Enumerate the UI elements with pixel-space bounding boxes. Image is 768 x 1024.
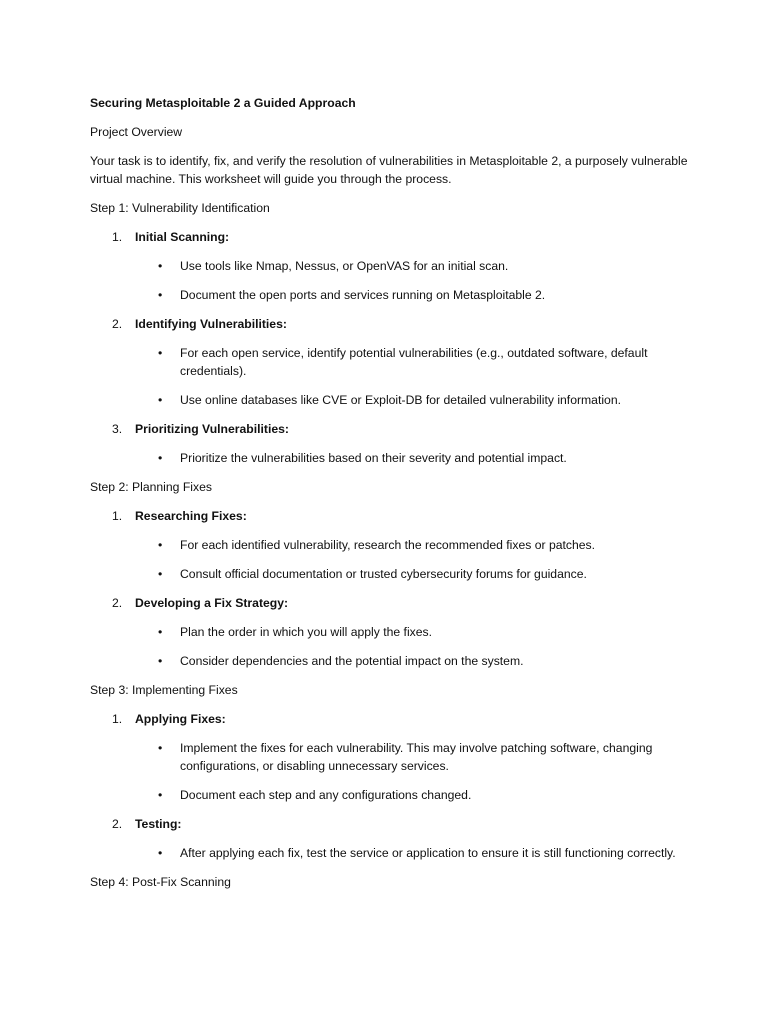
bullet-item [90, 652, 690, 670]
bullet-text: Consult official documentation or trusted cybersecurity forums for guidance. [180, 567, 587, 581]
bullet-item [90, 344, 690, 380]
item-label: Developing a Fix Strategy: [135, 596, 289, 610]
item-label: Prioritizing Vulnerabilities: [135, 422, 289, 436]
item-number: 1. [112, 230, 123, 244]
item-label: Testing: [135, 817, 182, 831]
numbered-item [90, 815, 690, 833]
item-label: Researching Fixes: [135, 509, 247, 523]
bullet-text: Document the open ports and services running on Metasploitable 2. [180, 288, 546, 302]
bullet-icon: • [158, 567, 163, 581]
bullet-item [90, 739, 690, 775]
item-label: Initial Scanning: [135, 230, 230, 244]
bullet-icon: • [158, 393, 163, 407]
bullet-text: Consider dependencies and the potential impact on the system. [180, 654, 524, 668]
bullet-icon: • [158, 288, 163, 302]
item-label: Identifying Vulnerabilities: [135, 317, 287, 331]
step-heading: Step 2: Planning Fixes [90, 480, 212, 494]
bullet-icon: • [158, 538, 163, 552]
numbered-item [90, 315, 690, 333]
bullet-icon: • [158, 788, 163, 802]
overview-heading: Project Overview [90, 125, 183, 139]
item-number: 2. [112, 817, 123, 831]
bullet-text: For each open service, identify potential vulnerabilities (e.g., outdated software, default credentials). [180, 346, 648, 378]
bullet-list [90, 739, 690, 804]
item-number: 2. [112, 596, 123, 610]
bullet-item [90, 786, 690, 804]
bullet-icon: • [158, 741, 163, 755]
bullet-list [90, 449, 690, 467]
bullet-icon: • [158, 846, 163, 860]
bullet-icon: • [158, 625, 163, 639]
item-number: 3. [112, 422, 123, 436]
item-number: 1. [112, 509, 123, 523]
bullet-list [90, 844, 690, 862]
bullet-text: Plan the order in which you will apply the fixes. [180, 625, 433, 639]
bullet-icon: • [158, 259, 163, 273]
bullet-text: Use tools like Nmap, Nessus, or OpenVAS for an initial scan. [180, 259, 509, 273]
bullet-item [90, 623, 690, 641]
bullet-icon: • [158, 654, 163, 668]
step-heading: Step 4: Post-Fix Scanning [90, 875, 231, 889]
bullet-icon: • [158, 346, 163, 360]
bullet-text: Implement the fixes for each vulnerability. This may involve patching software, changing configurations, or disabling unnecessary services. [180, 741, 653, 773]
bullet-text: Use online databases like CVE or Exploit-DB for detailed vulnerability information. [180, 393, 621, 407]
item-label: Applying Fixes: [135, 712, 226, 726]
numbered-item [90, 228, 690, 246]
document-page [90, 94, 690, 902]
steps-container [90, 199, 690, 891]
bullet-item [90, 536, 690, 554]
bullet-item [90, 844, 690, 862]
numbered-item [90, 420, 690, 438]
numbered-item [90, 594, 690, 612]
bullet-list [90, 257, 690, 304]
bullet-list [90, 623, 690, 670]
item-number: 2. [112, 317, 123, 331]
bullet-icon: • [158, 451, 163, 465]
bullet-text: For each identified vulnerability, research the recommended fixes or patches. [180, 538, 596, 552]
bullet-list [90, 344, 690, 409]
bullet-item [90, 449, 690, 467]
step-heading: Step 1: Vulnerability Identification [90, 201, 270, 215]
numbered-item [90, 507, 690, 525]
bullet-item [90, 257, 690, 275]
step-heading: Step 3: Implementing Fixes [90, 683, 238, 697]
bullet-text: After applying each fix, test the service or application to ensure it is still functioning correctly. [180, 846, 676, 860]
overview-text: Your task is to identify, fix, and verify the resolution of vulnerabilities in Metasploitable 2, a purposely vulnerable virtual machine. This worksheet will guide you through the process. [90, 154, 688, 186]
bullet-text: Prioritize the vulnerabilities based on their severity and potential impact. [180, 451, 567, 465]
bullet-list [90, 536, 690, 583]
document-title: Securing Metasploitable 2 a Guided Approach [90, 96, 356, 110]
item-number: 1. [112, 712, 123, 726]
bullet-item [90, 565, 690, 583]
bullet-text: Document each step and any configurations changed. [180, 788, 472, 802]
bullet-item [90, 286, 690, 304]
bullet-item [90, 391, 690, 409]
numbered-item [90, 710, 690, 728]
